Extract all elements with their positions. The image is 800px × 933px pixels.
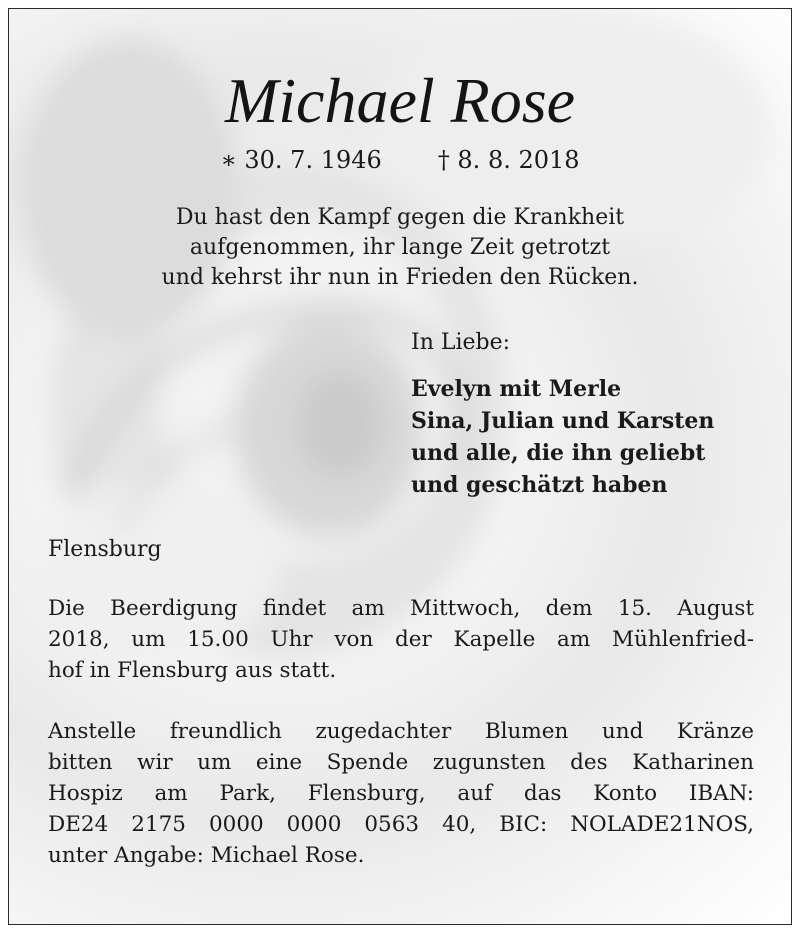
donation-line: Hospiz am Park, Flensburg, auf das Konto IBAN: [48,781,754,806]
mourner-line: Evelyn mit Merle [411,376,622,402]
mourner-line: und alle, die ihn geliebt [411,440,706,466]
funeral-line: 2018, um 15.00 Uhr von der Kapelle am Mühlenfried- [48,627,754,652]
obituary-card [8,8,792,925]
verse-line: Du hast den Kampf gegen die Krankheit [175,205,625,230]
funeral-info [48,593,754,686]
funeral-line: Die Beerdigung findet am Mittwoch, dem 15. August [48,596,754,621]
verse-line: und kehrst ihr nun in Frieden den Rücken. [161,265,639,290]
mourner-line: Sina, Julian und Karsten [411,408,715,434]
deceased-name: Michael Rose [224,65,576,136]
birth-date: ∗ 30. 7. 1946 [220,146,382,174]
place: Flensburg [48,537,162,562]
in-love-label: In Liebe: [411,330,511,355]
mourners-list [411,373,714,501]
life-dates [9,143,791,177]
verse-line: aufgenommen, ihr lange Zeit getrotzt [189,235,611,260]
donation-info [48,716,754,871]
mourner-line: und geschätzt haben [411,472,668,498]
funeral-line: hof in Flensburg aus statt. [48,658,337,683]
memorial-verse [9,203,791,293]
donation-line: unter Angabe: Michael Rose. [48,843,365,868]
donation-line: bitten wir um eine Spende zugunsten des Katharinen [48,750,754,775]
death-date: † 8. 8. 2018 [437,146,580,174]
donation-line: Anstelle freundlich zugedachter Blumen und Kränze [48,719,754,744]
donation-line: DE24 2175 0000 0000 0563 40, BIC: NOLADE21NOS, [48,812,754,837]
